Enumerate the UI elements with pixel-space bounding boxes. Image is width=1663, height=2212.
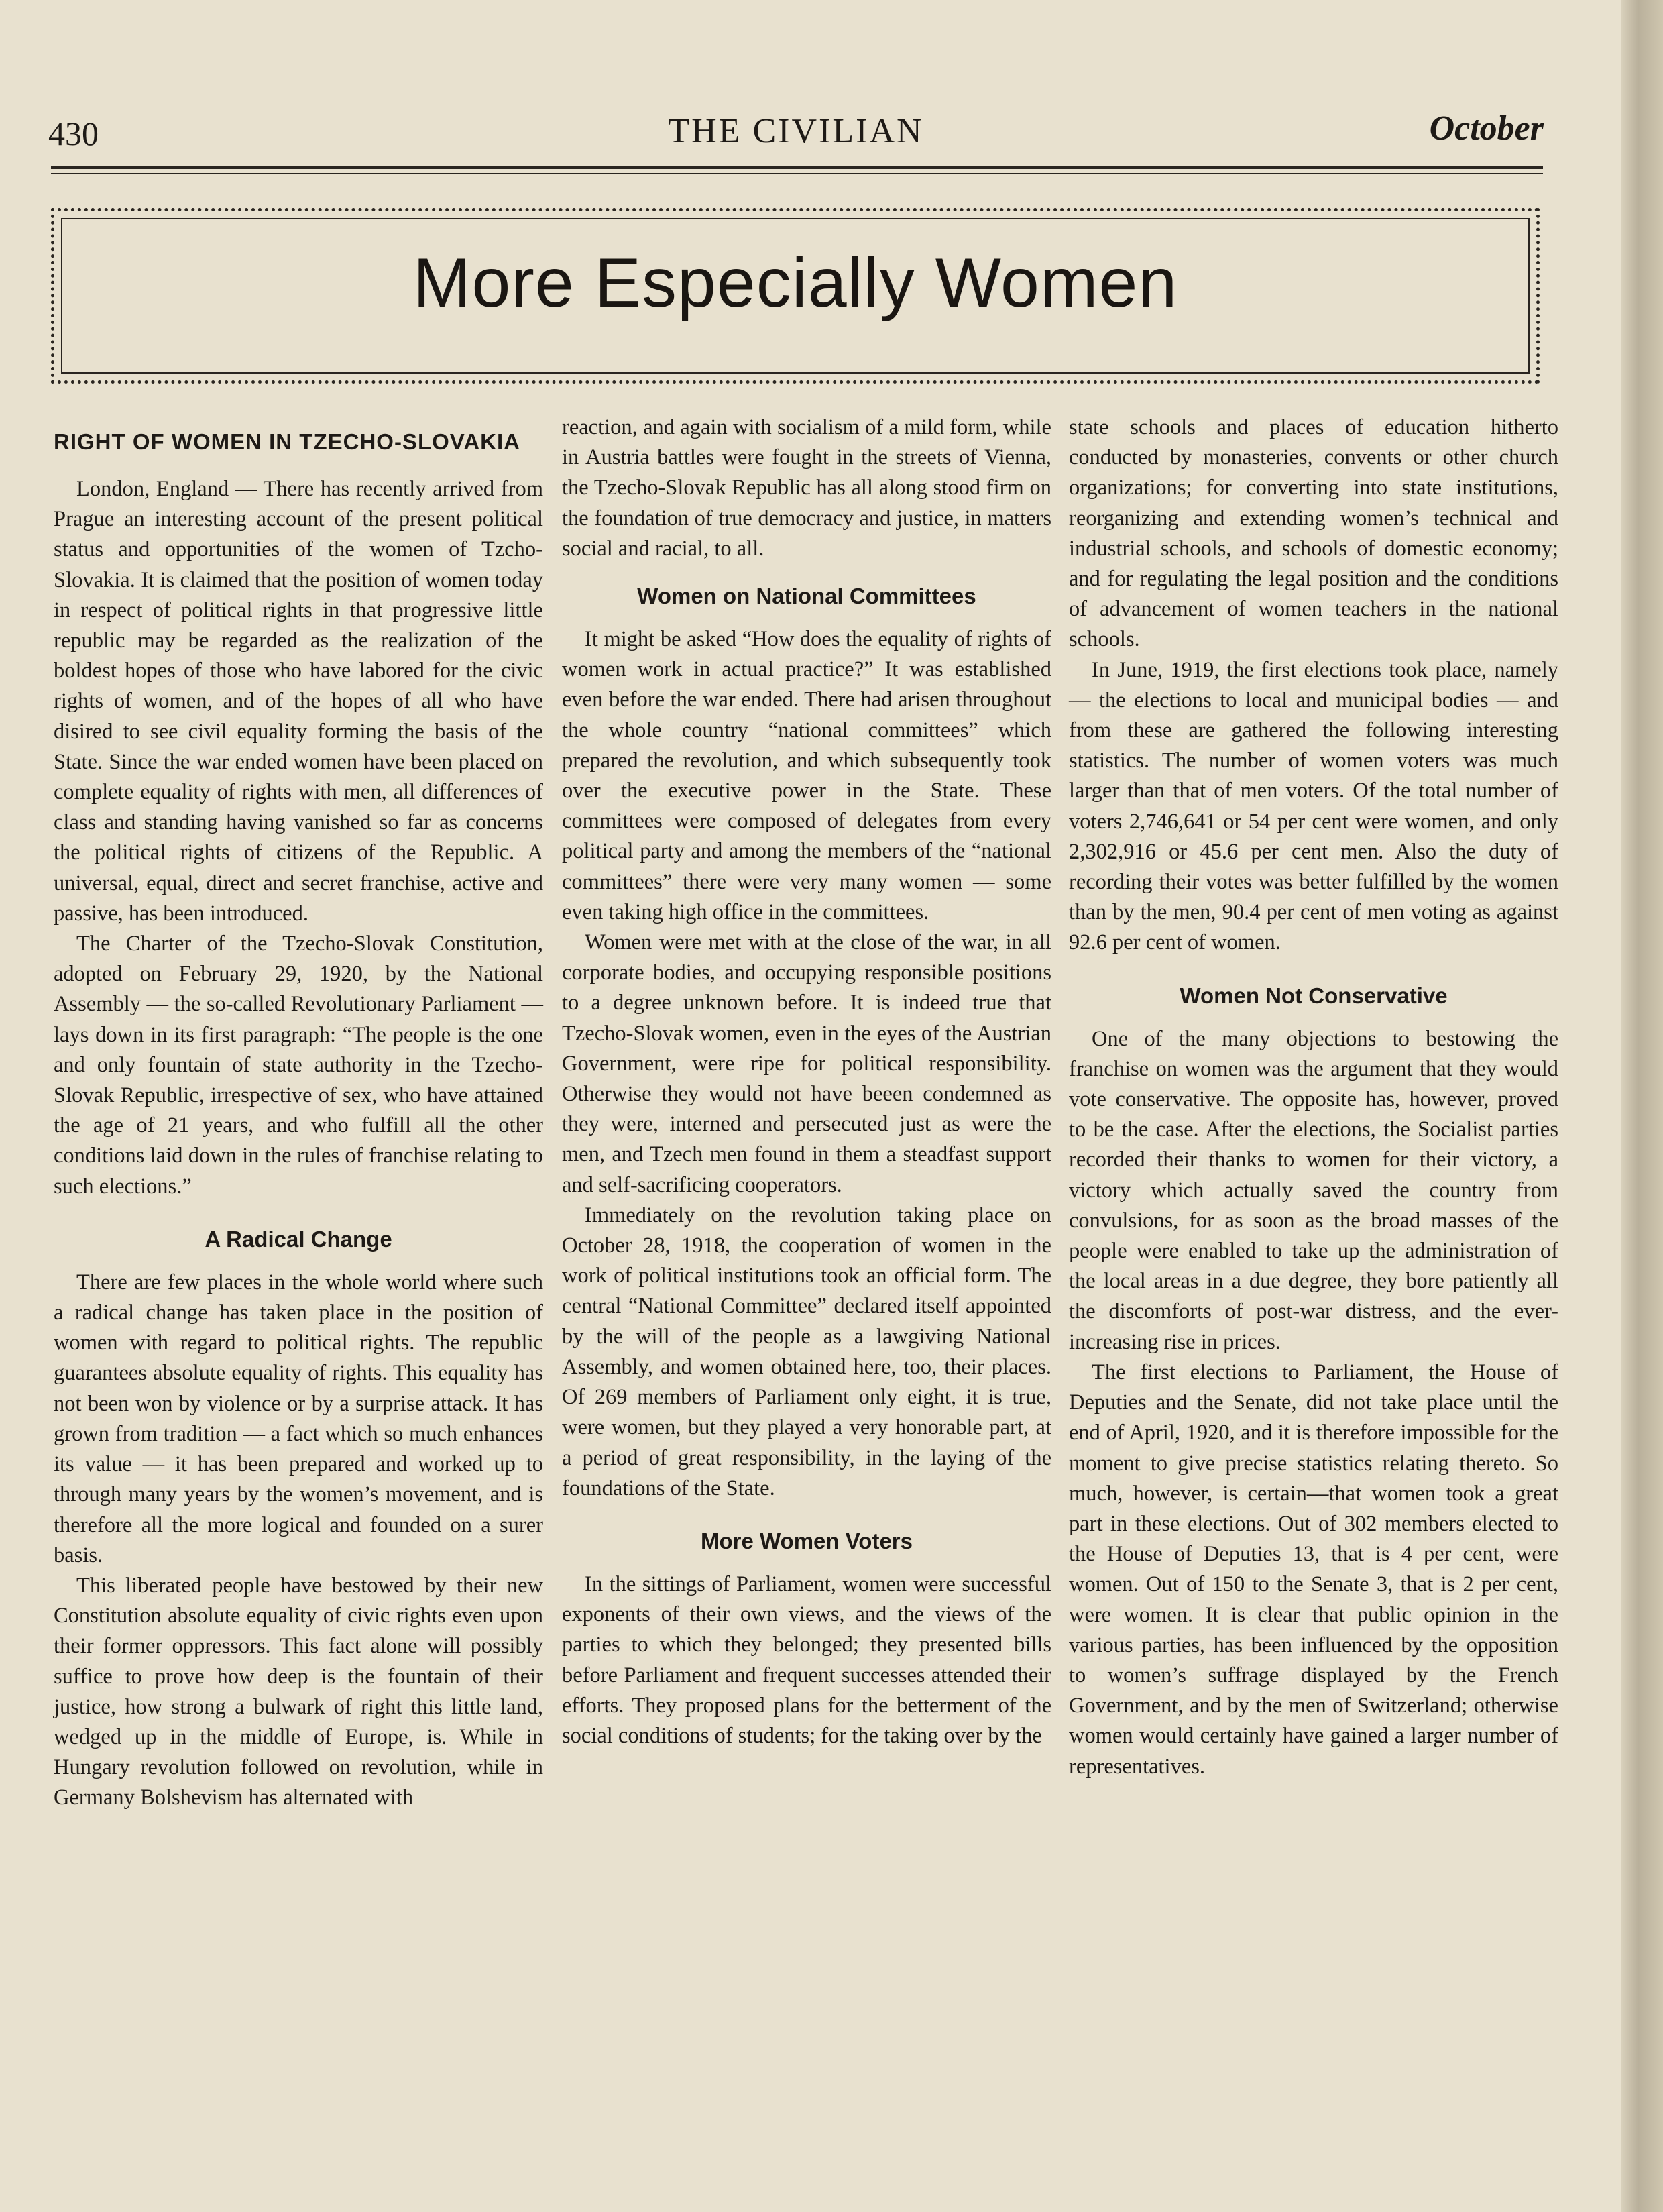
- paragraph: In June, 1919, the first elections took place, namely — the elections to local and municipal bodies — and from these are gathered the following interesting statistics. The number of women voters was much larger than that of men voters. Of the total number of voters 2,746,641 or 54 per cent were women, and only 2,302,916 or 45.6 per cent men. Also the duty of recording their votes was better fulfilled by the women than by the men, 90.4 per cent of men voting as against 92.6 per cent of women.: [1069, 657, 1558, 955]
- subheading: Women Not Conservative: [1180, 983, 1448, 1008]
- subheading: A Radical Change: [205, 1226, 392, 1252]
- header-rule-thick: [51, 166, 1543, 169]
- paragraph: One of the many objections to bestowing the franchise on women was the argument that they would vote conservative. The opposite has, however, proved to be the case. After the elections, the Socialist parties recorded their thanks to women for their victory, a victory which actually saved the country from convulsions, for as soon as the broad masses of the people were enabled to take up the administration of the local areas in a due degree, they bore patiently all the discomforts of post-war distress, and the ever-increasing rise in prices.: [1069, 1026, 1558, 1354]
- paragraph: It might be asked “How does the equality of rights of women work in actual practice?” It was established even before the war ended. There had arisen throughout the whole country “national committees” which prepared the revolution, and which subsequently took over the executive power in the State. These committees were composed of delegates from every political party and among the members of the “national committees” there were very many women — some even taking high office in the committees.: [562, 627, 1051, 924]
- journal-title: THE CIVILIAN: [668, 112, 924, 150]
- title-banner: [51, 208, 1540, 384]
- column-2: [562, 412, 1051, 1751]
- subheading: More Women Voters: [701, 1528, 913, 1553]
- paragraph: In the sittings of Parliament, women were successful exponents of their own views, and the views of the parties to which they belonged; they presented bills before Parliament and frequent successes attended their efforts. They proposed plans for the betterment of the social conditions of students; for the taking over by the: [562, 1571, 1051, 1748]
- paragraph: Immediately on the revolution taking place on October 28, 1918, the cooperation of women in the work of political institutions took an official form. The central “National Committee” declared itself appointed by the will of the people as a lawgiving National Assembly, and women obtained here, too, their places. Of 269 members of Parliament only eight, it is true, were women, but they played a very honorable part, at a period of great responsibility, in the laying of the foundations of the State.: [562, 1203, 1051, 1500]
- paragraph: The first elections to Parliament, the House of Deputies and the Senate, did not take place until the end of April, 1920, and it is therefore impossible for the moment to give precise statistics relating thereto. So much, however, is certain—that women took a great part in these elections. Out of 302 members elected to the House of Deputies 13, that is 4 per cent, were women. Out of 150 to the Senate 3, that is 2 per cent, were women. It is clear that public opinion in the various parties, has been influenced by the opposition to women’s suffrage displayed by the French Government, and by the men of Switzerland; otherwise women would certainly have gained a larger number of representatives.: [1069, 1360, 1558, 1779]
- paragraph: The Charter of the Tzecho-Slovak Constitution, adopted on February 29, 1920, by the National Assembly — the so-called Revolutionary Parliament — lays down in its first paragraph: “The people is the one and only fountain of state authority in the Tzecho-Slovak Republic, irrespective of sex, who have attained the age of 21 years, and who fulfill all the other conditions laid down in the rules of franchise relating to such elections.”: [54, 932, 543, 1199]
- section-heading: RIGHT OF WOMEN IN TZECHO-SLOVAKIA: [54, 429, 521, 454]
- subheading: Women on National Committees: [637, 584, 976, 609]
- book-spine-shadow: [1621, 0, 1663, 2212]
- page-number: 430: [48, 115, 99, 152]
- paragraph-continued: reaction, and again with socialism of a mild form, while in Austria battles were fought in the streets of Vienna, the Tzecho-Slovak Republic has all along stood firm on the foundation of true democracy and justice, in matters social and racial, to all.: [562, 415, 1051, 561]
- paragraph: This liberated people have bestowed by their new Constitution absolute equality of civic rights even upon their former oppressors. This fact alone will possibly suffice to prove how deep is the fountain of their justice, how strong a bulwark of right this little land, wedged up in the middle of Europe, is. While in Hungary revolution followed on revolution, while in Germany Bolshevism has alternated with: [54, 1573, 543, 1810]
- column-3: [1069, 412, 1558, 1782]
- header-rule-thin: [51, 173, 1543, 174]
- issue-month: October: [1429, 109, 1544, 148]
- column-1: [54, 412, 543, 1814]
- paragraph: There are few places in the whole world where such a radical change has taken place in the position of women with regard to political rights. The republic guarantees absolute equality of rights. This equality has not been won by violence or by a surprise attack. It has grown from tradition — a fact which so much enhances its value — it has been prepared and worked up to through many years by the women’s movement, and is therefore all the more logical and founded on a surer basis.: [54, 1270, 543, 1567]
- running-head: [48, 109, 1544, 156]
- paragraph-continued: state schools and places of education hitherto conducted by monasteries, convents or other church organizations; for converting into state institutions, reorganizing and extending women’s technical and industrial schools, and schools of domestic economy; and for regulating the legal position and the conditions of advancement of women teachers in the national schools.: [1069, 415, 1558, 652]
- paragraph: Women were met with at the close of the war, in all corporate bodies, and occupying responsible positions to a degree unknown before. It is indeed true that Tzecho-Slovak women, even in the eyes of the Austrian Government, were ripe for political responsibility. Otherwise they would not have beeen condemned as they were, interned and persecuted just as were the men, and Tzech men found in them a steadfast support and self-sacrificing cooperators.: [562, 930, 1051, 1197]
- article-title: More Especially Women: [412, 244, 1178, 322]
- paragraph: London, England — There has recently arrived from Prague an interesting account of the present political status and opportunities of the women of Tzcho-Slovakia. It is claimed that the position of women today in respect of political rights in that progressive little republic may be regarded as the realization of the boldest hopes of those who have labored for the civic rights of women, and of the hopes of all who have disired to see civil equality forming the basis of the State. Since the war ended women have been placed on complete equality of rights with men, all differences of class and standing having vanished so far as concerns the political rights of citizens of the Republic. A universal, equal, direct and secret franchise, active and passive, has been introduced.: [54, 477, 543, 926]
